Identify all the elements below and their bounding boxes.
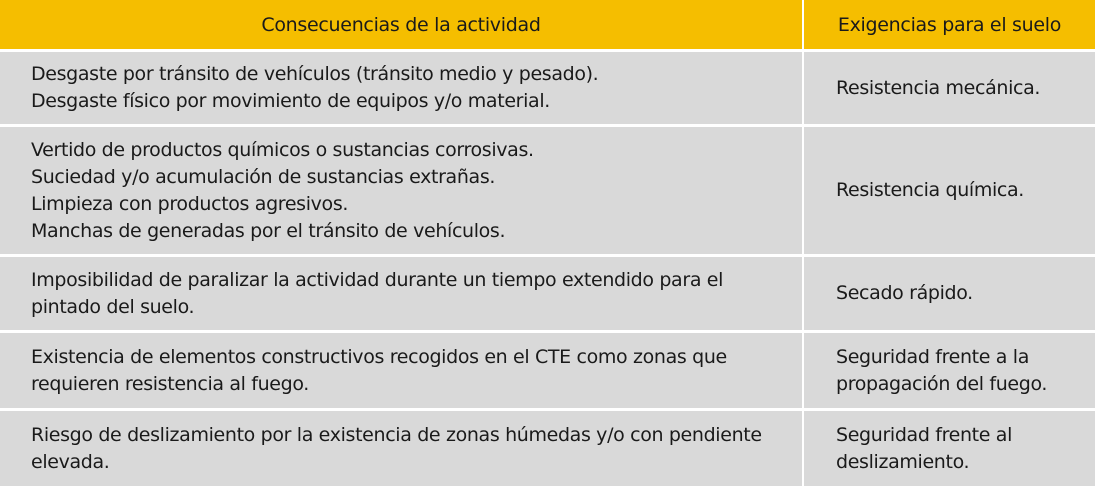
consequence-line: pintado del suelo.	[31, 295, 195, 318]
requirement-line: deslizamiento.	[836, 450, 970, 473]
consequences-cell	[0, 332, 803, 410]
consequence-line: Existencia de elementos constructivos recogidos en el CTE como zonas que	[31, 345, 727, 368]
consequences-cell	[0, 51, 803, 126]
consequence-line: Desgaste físico por movimiento de equipos y/o material.	[31, 90, 550, 112]
consequence-line: Desgaste por tránsito de vehículos (tránsito medio y pesado).	[31, 63, 599, 85]
table-row	[0, 332, 1095, 410]
requirement-cell	[803, 332, 1095, 410]
consequence-line: Manchas de generadas por el tránsito de vehículos.	[31, 219, 506, 242]
requirement-line: Seguridad frente al	[836, 423, 1013, 446]
table-header-row	[0, 0, 1095, 51]
requirement-cell	[803, 410, 1095, 487]
requirement-cell	[803, 256, 1095, 332]
header-requirements: Exigencias para el suelo	[803, 0, 1095, 51]
consequence-line: elevada.	[31, 450, 110, 473]
requirement-line: Resistencia química.	[836, 179, 1025, 201]
consequence-line: Imposibilidad de paralizar la actividad durante un tiempo extendido para el	[31, 268, 724, 291]
consequences-cell	[0, 126, 803, 256]
consequence-line: Riesgo de deslizamiento por la existencia de zonas húmedas y/o con pendiente	[31, 423, 762, 446]
requirement-line: Resistencia mecánica.	[836, 76, 1041, 99]
requirement-line: propagación del fuego.	[836, 372, 1048, 395]
consequences-cell	[0, 256, 803, 332]
requirement-line: Secado rápido.	[836, 282, 973, 304]
consequences-cell	[0, 410, 803, 487]
table-row	[0, 410, 1095, 487]
consequence-line: Vertido de productos químicos o sustancias corrosivas.	[31, 138, 534, 161]
consequence-line: requieren resistencia al fuego.	[31, 372, 309, 395]
table-row	[0, 256, 1095, 332]
table-row	[0, 51, 1095, 126]
table-row	[0, 126, 1095, 256]
header-consequences: Consecuencias de la actividad	[0, 0, 803, 51]
consequence-line: Suciedad y/o acumulación de sustancias extrañas.	[31, 165, 496, 188]
consequence-line: Limpieza con productos agresivos.	[31, 192, 349, 215]
requirement-cell	[803, 126, 1095, 256]
requirement-cell	[803, 51, 1095, 126]
requirement-line: Seguridad frente a la	[836, 345, 1029, 368]
